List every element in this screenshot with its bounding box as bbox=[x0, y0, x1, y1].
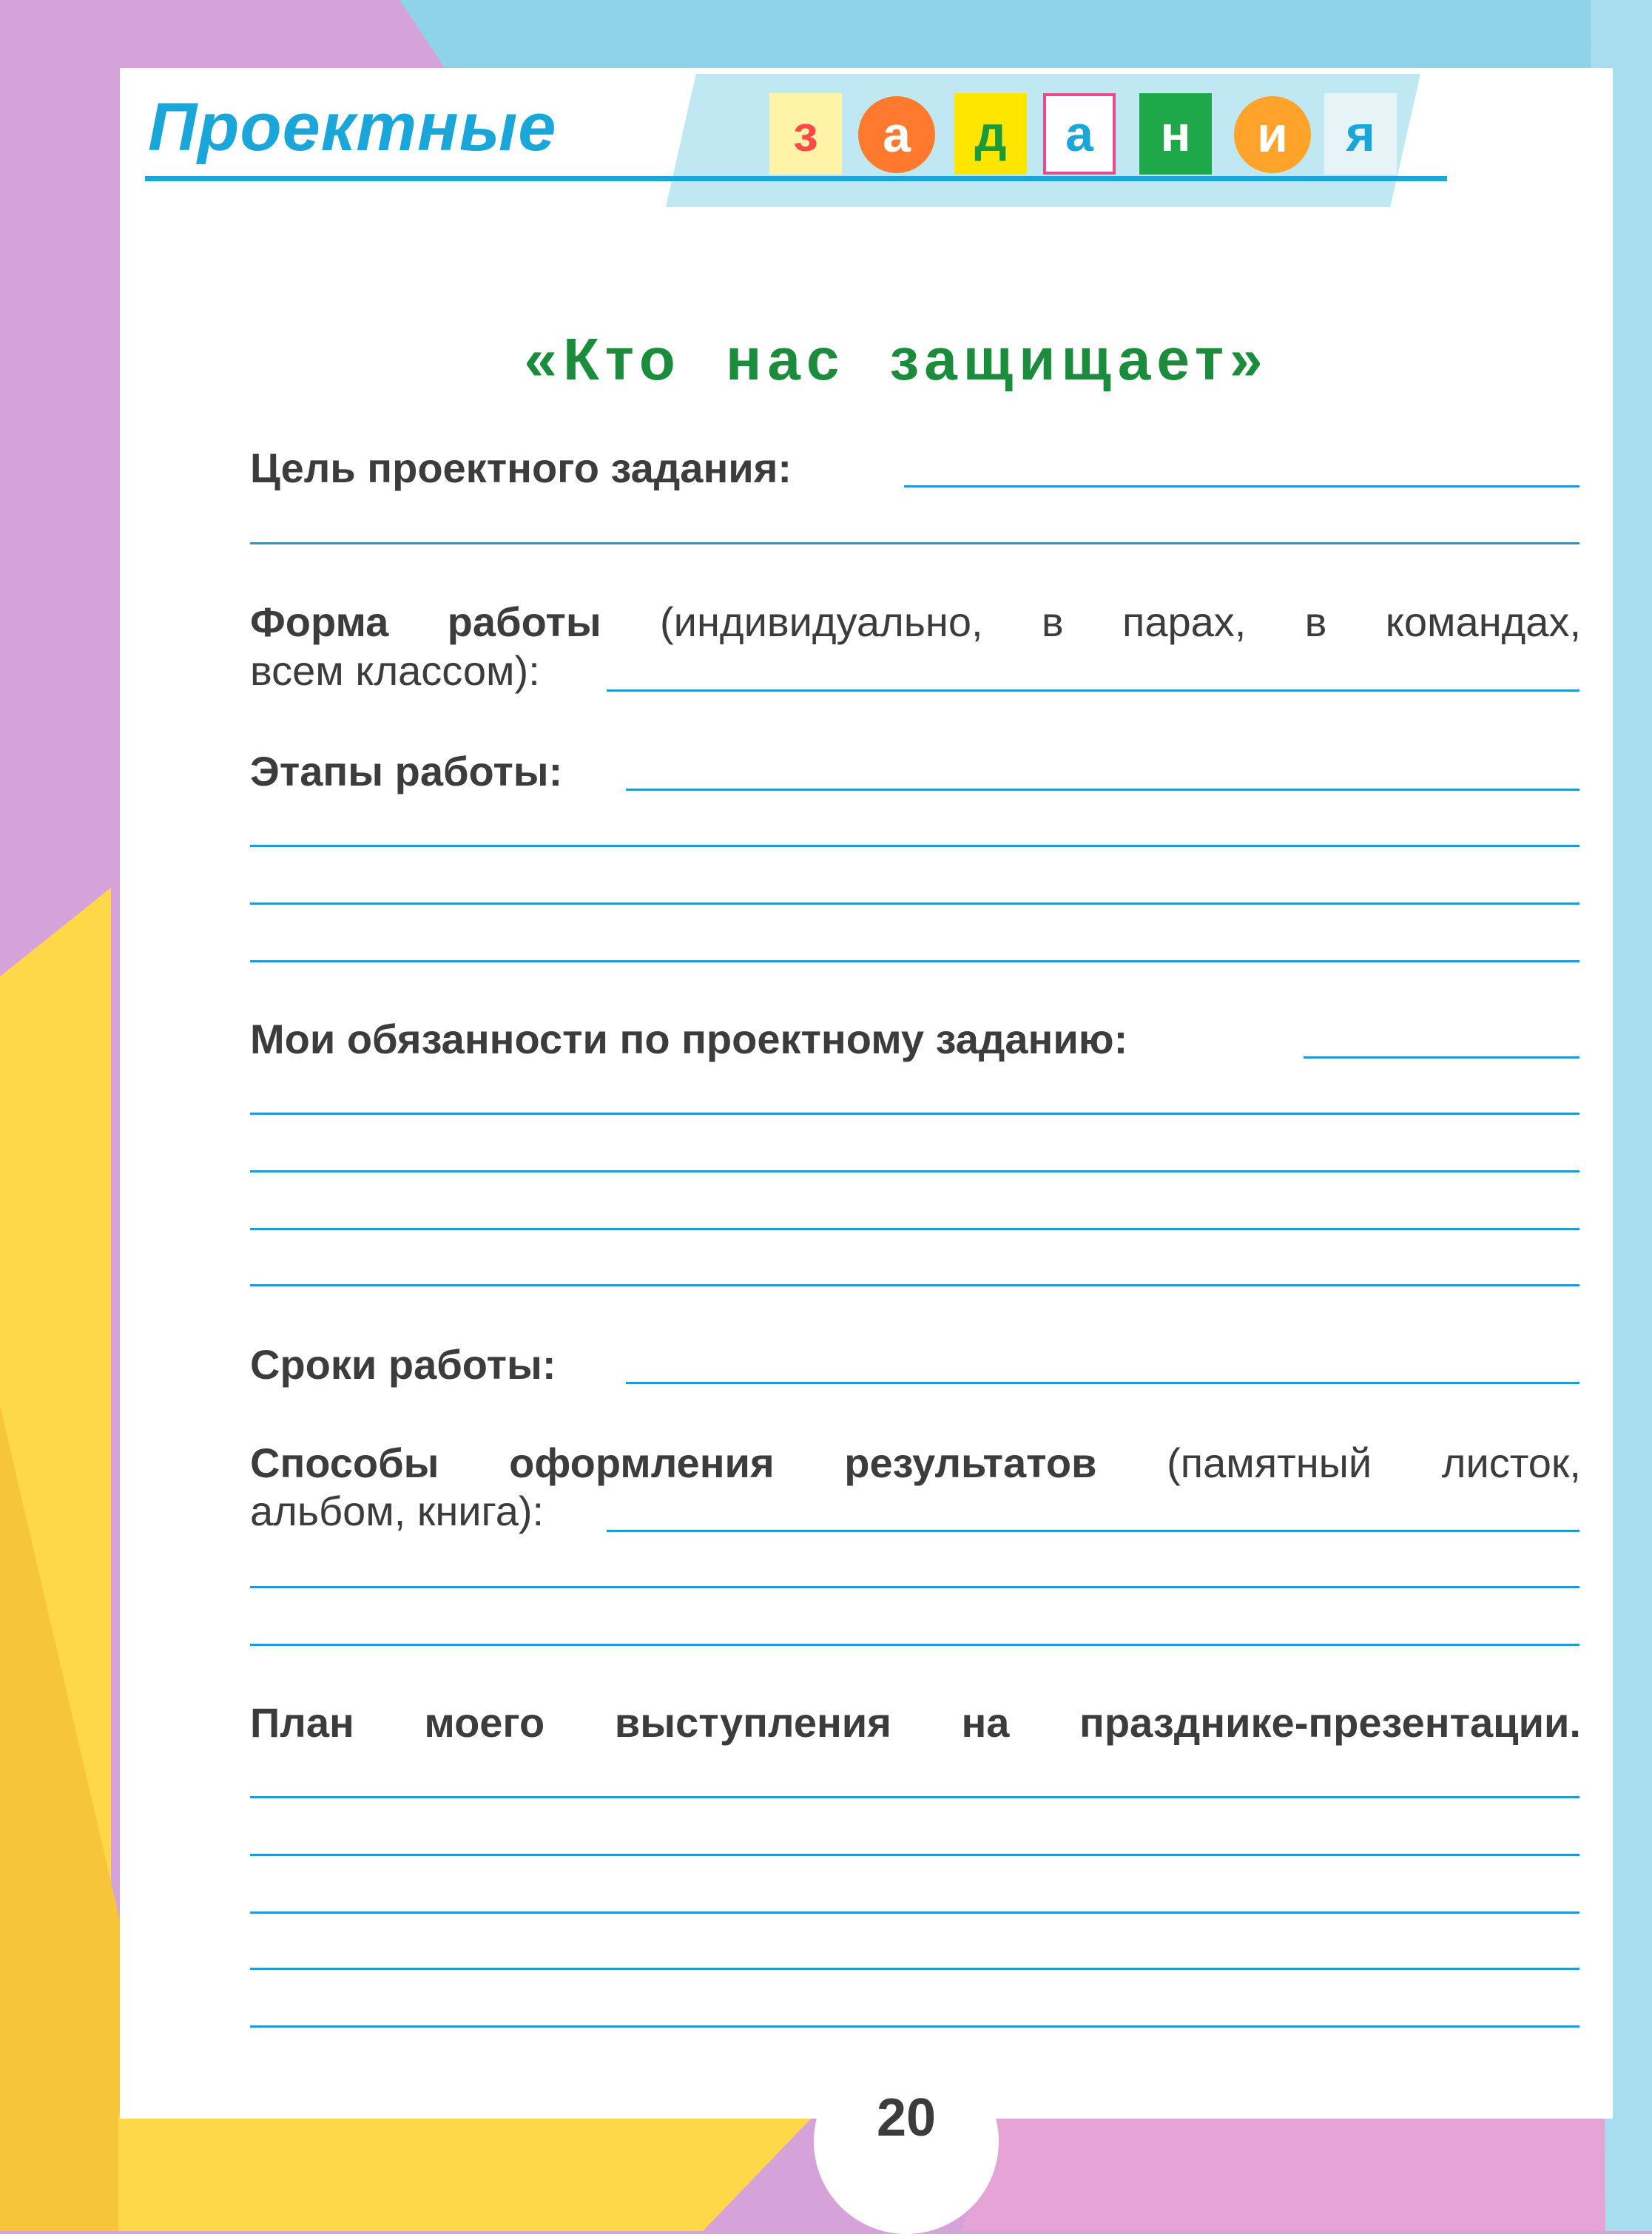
goal-answer-line-2[interactable] bbox=[250, 542, 1579, 544]
plan-label: План моего выступления на празднике-презентации. bbox=[250, 1699, 1581, 1746]
ways-answer-line-2[interactable] bbox=[250, 1586, 1579, 1588]
duties-answer-line-2[interactable] bbox=[250, 1113, 1579, 1115]
plan-answer-line-1[interactable] bbox=[250, 1796, 1579, 1798]
worksheet-title: «Кто нас защищает» bbox=[524, 326, 1269, 392]
ways-row-2 bbox=[250, 1487, 1581, 1535]
stages-answer-line-4[interactable] bbox=[250, 960, 1579, 962]
page-number: 20 bbox=[876, 2088, 937, 2147]
header-letter-tile: и bbox=[1234, 96, 1311, 173]
duties-label: Мои обязанности по проектному заданию: bbox=[250, 1016, 1128, 1062]
terms-label: Сроки работы: bbox=[250, 1341, 556, 1388]
stages-answer-line-3[interactable] bbox=[250, 902, 1579, 905]
header-letter-tile: я bbox=[1324, 93, 1397, 175]
goal-label: Цель проектного задания: bbox=[250, 445, 792, 491]
form-answer-line[interactable] bbox=[607, 689, 1579, 692]
form-row-2 bbox=[250, 647, 1581, 695]
terms-answer-line[interactable] bbox=[626, 1382, 1579, 1384]
plan-answer-line-3[interactable] bbox=[250, 1911, 1579, 1914]
stages-label: Этапы работы: bbox=[250, 748, 563, 794]
form-note-2: всем классом): bbox=[250, 647, 540, 694]
plan-answer-line-2[interactable] bbox=[250, 1854, 1579, 1856]
plan-answer-line-5[interactable] bbox=[250, 2025, 1579, 2028]
header-letter-tile: н bbox=[1139, 93, 1212, 175]
stages-answer-line-2[interactable] bbox=[250, 845, 1579, 847]
ways-answer-line-1[interactable] bbox=[607, 1530, 1579, 1532]
header-letter-tile: а bbox=[858, 96, 935, 173]
ways-answer-line-3[interactable] bbox=[250, 1644, 1579, 1646]
header-underline bbox=[145, 176, 1447, 181]
duties-answer-line-1[interactable] bbox=[1304, 1056, 1579, 1059]
header-letter-tile: а bbox=[1043, 93, 1116, 175]
ways-note: (памятный листок, bbox=[1167, 1440, 1581, 1486]
header-letter-tile: з bbox=[769, 93, 842, 175]
ways-label: Способы оформления результатов bbox=[250, 1440, 1097, 1486]
duties-answer-line-3[interactable] bbox=[250, 1170, 1579, 1172]
duties-answer-line-5[interactable] bbox=[250, 1284, 1579, 1286]
form-label: Форма работы bbox=[250, 598, 601, 645]
form-note: (индивидуально, в парах, в командах, bbox=[660, 598, 1581, 645]
goal-answer-line-1[interactable] bbox=[904, 485, 1579, 487]
stages-answer-line-1[interactable] bbox=[626, 789, 1579, 791]
form-row bbox=[250, 598, 1581, 646]
header-brand-word: Проектные bbox=[148, 90, 557, 165]
ways-note-2: альбом, книга): bbox=[250, 1488, 545, 1534]
header-letter-tile: д bbox=[954, 93, 1027, 175]
plan-answer-line-4[interactable] bbox=[250, 1968, 1579, 1970]
duties-answer-line-4[interactable] bbox=[250, 1228, 1579, 1230]
plan-row bbox=[250, 1698, 1581, 1747]
ways-row bbox=[250, 1439, 1581, 1487]
